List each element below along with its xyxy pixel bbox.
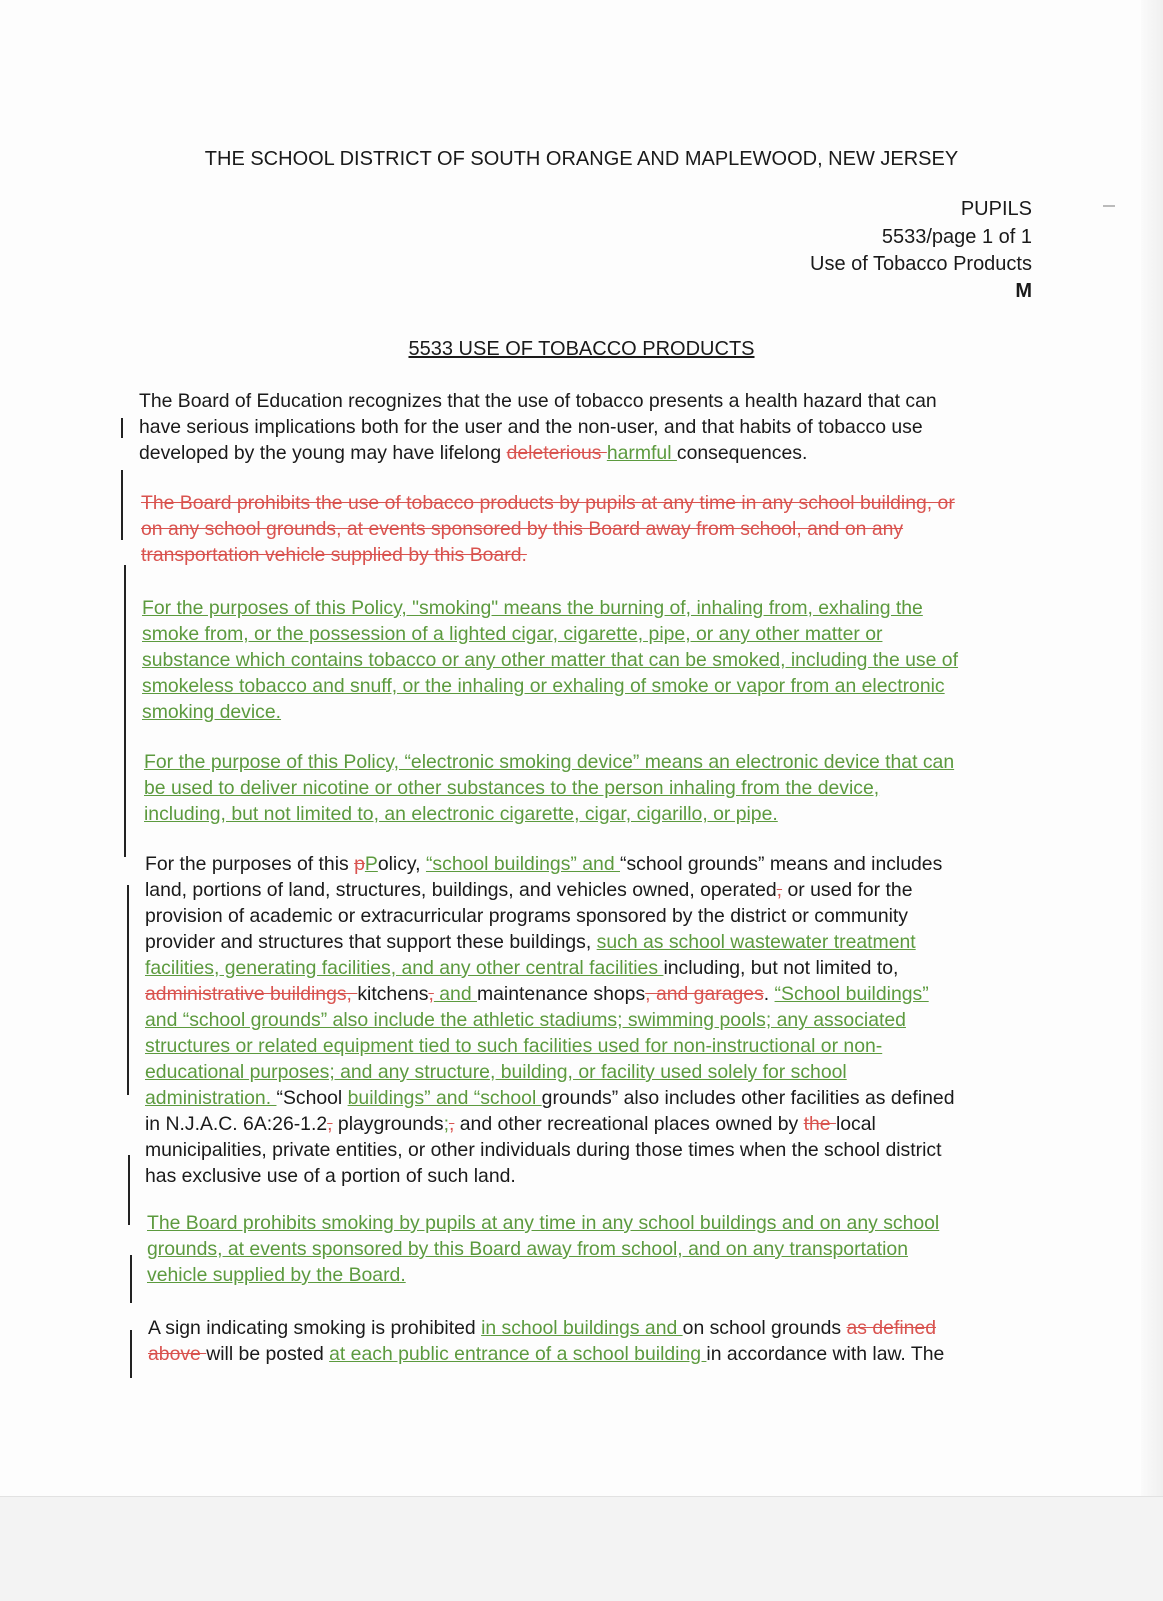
revision-bar xyxy=(128,1155,130,1225)
inserted-text: educational purposes; and any structure, building, or facility used solely for school xyxy=(145,1061,847,1083)
page-reference: 5533/page 1 of 1 xyxy=(881,226,1032,248)
text-line: municipalities, private entities, or other individuals during those times when the school district xyxy=(145,1139,942,1161)
text-run: will be posted xyxy=(206,1343,330,1365)
inserted-text: vehicle supplied by the Board. xyxy=(147,1264,406,1286)
text-run: land, portions of land, structures, buildings, and vehicles owned, operated xyxy=(145,879,777,901)
paragraph-smoking-prohibition xyxy=(147,1210,939,1288)
deleted-text: deleterious xyxy=(506,442,607,464)
text-run: grounds” also includes other facilities as defined xyxy=(541,1087,955,1109)
text-line xyxy=(145,981,954,1007)
policy-mark: M xyxy=(1015,280,1032,302)
deleted-text: , and garages xyxy=(645,983,764,1005)
revision-bar xyxy=(130,1255,132,1303)
revision-bar xyxy=(121,470,123,540)
paragraph-signage xyxy=(148,1315,944,1367)
text-run: on school grounds xyxy=(682,1317,847,1339)
deleted-text: , xyxy=(428,983,434,1005)
text-run: including, but not limited to, xyxy=(663,957,899,979)
revision-bar xyxy=(121,418,123,438)
deleted-text: , xyxy=(448,1113,455,1135)
inserted-text: such as school wastewater treatment xyxy=(596,931,916,953)
inserted-text: harmful xyxy=(606,442,677,464)
revision-bar xyxy=(127,885,129,1095)
deleted-text: the xyxy=(803,1113,836,1135)
revision-bar xyxy=(124,565,126,857)
text-line xyxy=(148,1341,944,1367)
text-run: playgrounds xyxy=(332,1113,444,1135)
text-line: The Board of Education recognizes that the use of tobacco presents a health hazard that can xyxy=(139,390,937,412)
inserted-text: buildings” and “school xyxy=(347,1087,542,1109)
text-run: kitchens xyxy=(357,983,429,1005)
inserted-text: The Board prohibits smoking by pupils at any time in any school buildings and on any school xyxy=(147,1212,940,1234)
policy-subject: Use of Tobacco Products xyxy=(810,253,1032,275)
inserted-text: at each public entrance of a school building xyxy=(329,1343,707,1365)
deleted-text: on any school grounds, at events sponsored by this Board away from school, and on any xyxy=(141,518,904,540)
inserted-text: in school buildings and xyxy=(481,1317,683,1339)
text-run: in accordance with law. The xyxy=(706,1343,945,1365)
text-run: maintenance shops xyxy=(477,983,646,1005)
deleted-text: administrative buildings, xyxy=(145,983,358,1005)
inserted-text: smoke from, or the possession of a lighted cigar, cigarette, pipe, or any other matter or xyxy=(142,623,883,645)
inserted-text: and “school grounds” also include the athletic stadiums; swimming pools; any associated xyxy=(145,1009,906,1031)
text-run: “school grounds” means and includes xyxy=(620,853,943,875)
text-line: has exclusive use of a portion of such land. xyxy=(145,1165,516,1187)
text-run: “School xyxy=(276,1087,348,1109)
inserted-text: facilities, generating facilities, and any other central facilities xyxy=(145,957,664,979)
inserted-text: “school buildings” and xyxy=(425,853,620,875)
text-run: provider and structures that support these buildings, xyxy=(145,931,597,953)
text-run: olicy, xyxy=(377,853,426,875)
text-run: . xyxy=(763,983,775,1005)
inserted-text: including, but not limited to, an electronic cigarette, cigar, cigarillo, or pipe. xyxy=(144,803,778,825)
text-line: have serious implications both for the user and the non-user, and that habits of tobacco use xyxy=(139,416,923,438)
inserted-text: smoking device. xyxy=(142,701,282,723)
paragraph-deleted-prohibition xyxy=(141,490,955,568)
deleted-text: transportation vehicle supplied by this Board. xyxy=(141,544,527,566)
text-line xyxy=(145,877,954,903)
inserted-text: P xyxy=(364,853,378,875)
paragraph-intro xyxy=(139,388,937,466)
deleted-text: above xyxy=(148,1343,207,1365)
deleted-text: p xyxy=(354,853,365,875)
inserted-text: “School buildings” xyxy=(774,983,929,1005)
text-run: A sign indicating smoking is prohibited xyxy=(148,1317,482,1339)
text-line xyxy=(145,851,954,877)
text-run: For the purposes of this xyxy=(145,853,355,875)
scan-edge-bottom xyxy=(0,1496,1163,1601)
inserted-text: For the purposes of this Policy, "smoking" means the burning of, inhaling from, exhaling the xyxy=(142,597,923,619)
inserted-text: structures or related equipment tied to such facilities used for non-instructional or non- xyxy=(145,1035,883,1057)
inserted-text: smokeless tobacco and snuff, or the inhaling or exhaling of smoke or vapor from an electronic xyxy=(142,675,945,697)
scan-edge-right xyxy=(1141,0,1163,1600)
inserted-text: and xyxy=(433,983,477,1005)
inserted-text: For the purpose of this Policy, “electronic smoking device” means an electronic device that can xyxy=(144,751,955,773)
scan-smudge xyxy=(1103,205,1115,207)
text-run: consequences. xyxy=(676,442,808,464)
inserted-text: ; xyxy=(443,1113,449,1135)
deleted-text: , xyxy=(327,1113,333,1135)
section-label: PUPILS xyxy=(960,198,1032,220)
inserted-text: grounds, at events sponsored by this Board away from school, and on any transportation xyxy=(147,1238,908,1260)
inserted-text: substance which contains tobacco or any other matter that can be smoked, including the use of xyxy=(142,649,958,671)
text-run: in N.J.A.C. 6A:26-1.2 xyxy=(145,1113,328,1135)
policy-title: 5533 USE OF TOBACCO PRODUCTS xyxy=(408,338,755,360)
text-line xyxy=(145,1111,954,1137)
text-run: local xyxy=(835,1113,876,1135)
paragraph-smoking-definition xyxy=(142,595,958,725)
revision-bar xyxy=(130,1330,132,1378)
deleted-text: as defined xyxy=(846,1317,936,1339)
text-line xyxy=(145,929,954,955)
text-run: developed by the young may have lifelong xyxy=(139,442,507,464)
text-line xyxy=(148,1315,944,1341)
deleted-text: , xyxy=(776,879,783,901)
inserted-text: be used to deliver nicotine or other substances to the person inhaling from the device, xyxy=(144,777,880,799)
paragraph-school-grounds-definition xyxy=(145,851,954,1189)
text-line xyxy=(145,955,954,981)
text-line: provision of academic or extracurricular programs sponsored by the district or community xyxy=(145,905,908,927)
text-run: and other recreational places owned by xyxy=(454,1113,804,1135)
inserted-text: administration. xyxy=(145,1087,277,1109)
deleted-text: The Board prohibits the use of tobacco products by pupils at any time in any school building, or xyxy=(141,492,955,514)
text-line xyxy=(139,440,937,466)
text-line xyxy=(145,1085,954,1111)
text-run: or used for the xyxy=(782,879,913,901)
district-heading: THE SCHOOL DISTRICT OF SOUTH ORANGE AND MAPLEWOOD, NEW JERSEY xyxy=(204,148,959,170)
paragraph-electronic-device-definition xyxy=(144,749,954,827)
